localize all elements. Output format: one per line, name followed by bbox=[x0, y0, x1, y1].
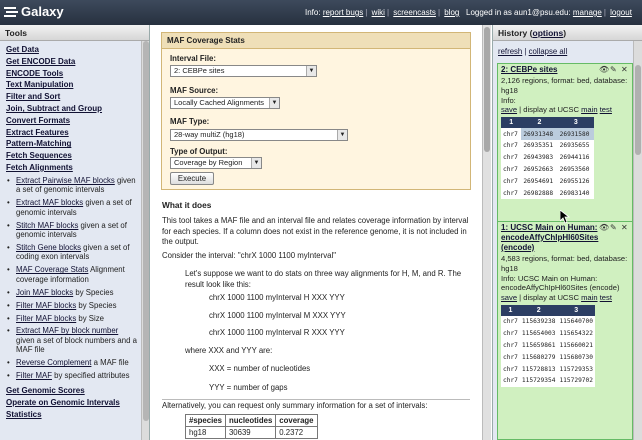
section-encode-tools[interactable]: ENCODE Tools bbox=[6, 68, 64, 78]
peek-cell: 26943983 bbox=[523, 154, 554, 162]
peek-cell: 26952663 bbox=[523, 165, 554, 173]
tool-desc: Alignment coverage information bbox=[16, 265, 125, 284]
eye-icon[interactable]: 👁 bbox=[599, 65, 610, 74]
display-ucsc-text: display at UCSC bbox=[523, 293, 579, 303]
table-cell: 30639 bbox=[225, 427, 275, 439]
tool-form bbox=[161, 32, 471, 190]
peek-cell: 26983140 bbox=[559, 189, 590, 197]
peek-row bbox=[501, 340, 595, 352]
chevron-down-icon: ▼ bbox=[269, 98, 279, 108]
tool-desc: a MAF file bbox=[91, 358, 129, 368]
tool-extract-pairwise-maf bbox=[6, 176, 138, 195]
peek-row bbox=[501, 140, 594, 152]
ucsc-main-link[interactable]: main bbox=[581, 293, 598, 303]
form-title: MAF Coverage Stats bbox=[162, 33, 470, 49]
edit-icon[interactable]: ✎ bbox=[610, 223, 617, 232]
summary-table bbox=[185, 414, 318, 439]
peek-cell: 26955126 bbox=[559, 177, 590, 185]
tool-desc: by specified attributes bbox=[51, 371, 130, 381]
refresh-link[interactable]: refresh bbox=[498, 47, 523, 56]
help-yyy: YYY = number of gaps bbox=[209, 383, 288, 392]
help-xxx: XXX = number of nucleotides bbox=[209, 364, 311, 373]
output-type-select[interactable] bbox=[170, 157, 262, 169]
tools-scrollbar[interactable] bbox=[141, 41, 149, 440]
peek-cell: 26944116 bbox=[559, 154, 590, 162]
peek-row bbox=[501, 363, 595, 375]
logout-link[interactable]: logout bbox=[610, 8, 632, 17]
history-actions: refresh | collapse all bbox=[498, 47, 568, 56]
select-value: 28-way multiZ (hg18) bbox=[174, 130, 245, 139]
peek-cell: 26931580 bbox=[558, 128, 594, 140]
peek-cell: 26931348 bbox=[521, 128, 557, 140]
peek-cell: chr7 bbox=[503, 353, 518, 361]
save-link[interactable]: save bbox=[501, 293, 518, 303]
peek-col: 3 bbox=[557, 305, 595, 316]
section-get-genomic-scores[interactable]: Get Genomic Scores bbox=[6, 386, 85, 396]
peek-cell: 115654322 bbox=[559, 330, 593, 338]
eye-icon[interactable]: 👁 bbox=[599, 223, 610, 232]
tool-desc: by Species bbox=[73, 287, 114, 297]
dataset-peek bbox=[501, 117, 594, 199]
masthead bbox=[0, 0, 642, 25]
table-header: nucleotides bbox=[225, 415, 275, 427]
scrollbar-thumb[interactable] bbox=[143, 41, 149, 421]
manage-link[interactable]: manage bbox=[572, 8, 602, 17]
peek-cell: 115654003 bbox=[521, 330, 556, 338]
select-value: Locally Cached Alignments bbox=[174, 98, 265, 107]
peek-cell: 115729354 bbox=[521, 377, 556, 385]
brand-name: Galaxy bbox=[21, 4, 64, 19]
tool-link[interactable]: Stitch Gene blocks bbox=[16, 242, 82, 252]
edit-icon[interactable]: ✎ bbox=[610, 65, 617, 74]
peek-cell: 115639238 bbox=[521, 318, 556, 326]
peek-col: 2 bbox=[521, 117, 557, 128]
tool-link[interactable]: Filter MAF blocks bbox=[16, 313, 77, 323]
peek-row bbox=[501, 187, 594, 199]
mouse-cursor-icon bbox=[560, 210, 570, 224]
tool-filter-maf bbox=[6, 371, 138, 381]
history-item-meta: 4,583 regions, format: bed, database: hg18 bbox=[501, 254, 628, 273]
tools-panel bbox=[0, 25, 150, 440]
peek-cell: chr7 bbox=[503, 154, 518, 162]
history-item-info: Info: bbox=[501, 95, 516, 105]
tool-link[interactable]: Extract MAF by block number bbox=[16, 326, 119, 336]
section-pattern-matching[interactable]: Pattern-Matching bbox=[6, 139, 72, 149]
help-heading: What it does bbox=[162, 200, 212, 210]
tool-reverse-complement bbox=[6, 358, 138, 368]
peek-row bbox=[501, 152, 594, 164]
select-value: 2: CEBPe sites bbox=[174, 66, 225, 75]
tools-title: Tools bbox=[0, 25, 149, 41]
tool-link[interactable]: Extract Pairwise MAF blocks bbox=[16, 175, 115, 185]
ucsc-test-link[interactable]: test bbox=[599, 293, 612, 303]
peek-row bbox=[501, 175, 594, 187]
tool-maf-coverage-stats bbox=[6, 265, 138, 284]
delete-icon[interactable]: ✕ bbox=[621, 223, 628, 232]
blog-link[interactable]: blog bbox=[444, 8, 460, 17]
main-scrollbar[interactable] bbox=[482, 25, 491, 440]
history-item-icons bbox=[599, 66, 629, 74]
chevron-down-icon: ▼ bbox=[337, 130, 347, 140]
tool-filter-maf-species bbox=[6, 301, 138, 311]
peek-col: 1 bbox=[501, 305, 520, 316]
tool-link[interactable]: Filter MAF blocks bbox=[16, 300, 77, 310]
galaxy-logo[interactable] bbox=[4, 4, 64, 19]
peek-cell: chr7 bbox=[503, 377, 518, 385]
ucsc-main-link[interactable]: main bbox=[581, 105, 598, 115]
history-item-title[interactable]: 1: UCSC Main on Human: encodeAffyChIpHl60Sites (encode) bbox=[501, 223, 599, 252]
peek-col: 1 bbox=[501, 117, 521, 128]
info-links: Info: report bugs | wiki | screencasts | blog bbox=[305, 8, 460, 17]
peek-cell: 26935351 bbox=[523, 142, 554, 150]
peek-cell: chr7 bbox=[503, 142, 518, 150]
galaxy-icon bbox=[4, 6, 18, 18]
history-options-link[interactable]: options bbox=[532, 28, 564, 38]
help-result-m: chrX 1000 1100 myInterval M XXX YYY bbox=[209, 311, 346, 320]
peek-cell: 26954691 bbox=[523, 177, 554, 185]
history-item-icons bbox=[599, 224, 629, 232]
maf-type-select[interactable] bbox=[170, 129, 348, 141]
help-result-h: chrX 1000 1100 myInterval H XXX YYY bbox=[209, 293, 345, 302]
peek-cell: chr7 bbox=[503, 341, 518, 349]
tool-link[interactable]: Stitch MAF blocks bbox=[16, 220, 79, 230]
peek-cell: chr7 bbox=[503, 330, 518, 338]
peek-cell: 115680279 bbox=[521, 353, 556, 361]
section-convert-formats[interactable]: Convert Formats bbox=[6, 115, 71, 125]
peek-cell: 115729353 bbox=[559, 365, 593, 373]
peek-row bbox=[501, 328, 595, 340]
tool-desc: given a set of coding exon intervals bbox=[16, 242, 130, 262]
tool-link[interactable]: MAF Coverage Stats bbox=[16, 265, 89, 275]
table-cell: hg18 bbox=[186, 427, 226, 439]
peek-cell: 26982888 bbox=[523, 189, 554, 197]
peek-header-row bbox=[501, 117, 594, 128]
tool-join-maf-blocks bbox=[6, 288, 138, 298]
tool-desc: given a set of genomic intervals bbox=[16, 220, 127, 240]
help-interval-example: Consider the interval: "chrX 1000 1100 myInterval" bbox=[162, 251, 336, 260]
collapse-all-link[interactable]: collapse all bbox=[528, 47, 568, 56]
section-fetch-sequences[interactable]: Fetch Sequences bbox=[6, 151, 72, 161]
section-fetch-alignments[interactable]: Fetch Alignments bbox=[6, 162, 73, 172]
peek-row bbox=[501, 316, 595, 328]
tool-extract-maf-blocks bbox=[6, 198, 138, 217]
main-panel bbox=[151, 25, 491, 440]
tool-desc: given a set of block numbers and a MAF file bbox=[16, 335, 137, 355]
interval-file-label: Interval File: bbox=[170, 54, 216, 63]
history-item-info: Info: UCSC Main on Human: encodeAffyChIpHl60Sites (encode) bbox=[501, 273, 620, 293]
table-header: #species bbox=[186, 415, 226, 427]
delete-icon[interactable]: ✕ bbox=[621, 65, 628, 74]
peek-col: 2 bbox=[520, 305, 558, 316]
display-ucsc-text: display at UCSC bbox=[523, 105, 579, 115]
peek-row bbox=[501, 351, 595, 363]
help-summary: Alternatively, you can request only summary information for a set of intervals: bbox=[162, 401, 428, 410]
section-get-encode-data[interactable]: Get ENCODE Data bbox=[6, 56, 76, 66]
history-title: History bbox=[498, 28, 528, 38]
peek-cell: 115659861 bbox=[521, 341, 556, 349]
history-scrollbar[interactable] bbox=[633, 41, 642, 440]
section-get-data[interactable]: Get Data bbox=[6, 45, 39, 54]
peek-cell: 26953560 bbox=[559, 165, 590, 173]
execute-button[interactable]: Execute bbox=[170, 172, 214, 185]
history-item-title[interactable]: 2: CEBPe sites bbox=[501, 65, 558, 74]
table-cell: 0.2372 bbox=[276, 427, 317, 439]
scrollbar-thumb[interactable] bbox=[635, 65, 641, 155]
section-filter-and-sort[interactable]: Filter and Sort bbox=[6, 92, 61, 102]
divider bbox=[162, 399, 470, 400]
tool-stitch-maf-blocks bbox=[6, 221, 138, 240]
peek-cell: chr7 bbox=[503, 165, 518, 173]
peek-cell: 115729702 bbox=[559, 377, 593, 385]
section-text-manipulation[interactable]: Text Manipulation bbox=[6, 80, 74, 90]
dataset-peek bbox=[501, 305, 595, 387]
logged-in-text: Logged in as aun1@psu.edu: bbox=[466, 8, 571, 17]
history-item-actions: save | display at UCSC main test bbox=[501, 105, 612, 115]
history-item-1 bbox=[497, 221, 633, 440]
interval-file-select[interactable] bbox=[170, 65, 317, 77]
tool-link[interactable]: Extract MAF blocks bbox=[16, 198, 84, 208]
peek-cell: chr7 bbox=[503, 365, 518, 373]
peek-cell: chr7 bbox=[503, 130, 518, 138]
peek-cell: chr7 bbox=[503, 318, 518, 326]
tool-desc: by Species bbox=[76, 300, 117, 310]
peek-header-row bbox=[501, 305, 595, 316]
peek-cell: chr7 bbox=[503, 177, 518, 185]
peek-cell: 115640700 bbox=[559, 318, 593, 326]
peek-cell: 115660021 bbox=[559, 341, 593, 349]
table-header-row bbox=[186, 415, 318, 427]
help-suppose: Let's suppose we want to do stats on three way alignments for H, M, and R. The result look like this: bbox=[185, 269, 462, 289]
history-panel bbox=[492, 25, 642, 440]
tool-filter-maf-size bbox=[6, 314, 138, 324]
output-type-label: Type of Output: bbox=[170, 147, 228, 156]
tool-desc: by Size bbox=[76, 313, 104, 323]
table-row bbox=[186, 427, 318, 439]
tool-desc: given a set of genomic intervals bbox=[16, 175, 136, 195]
peek-cell: 115680730 bbox=[559, 353, 593, 361]
help-where: where XXX and YYY are: bbox=[185, 346, 273, 355]
peek-cell: 115728813 bbox=[521, 365, 556, 373]
chevron-down-icon: ▼ bbox=[306, 66, 316, 76]
maf-type-label: MAF Type: bbox=[170, 117, 210, 126]
section-statistics[interactable]: Statistics bbox=[6, 409, 42, 419]
tool-link[interactable]: Filter MAF bbox=[16, 371, 52, 381]
wiki-link[interactable]: wiki bbox=[371, 8, 385, 17]
tool-link[interactable]: Join MAF blocks bbox=[16, 287, 74, 297]
select-value: Coverage by Region bbox=[174, 158, 243, 167]
maf-source-label: MAF Source: bbox=[170, 86, 219, 95]
user-info: Logged in as aun1@psu.edu: manage | logout bbox=[466, 8, 632, 17]
section-join-subtract-group[interactable]: Join, Subtract and Group bbox=[6, 103, 103, 113]
tool-stitch-gene-blocks bbox=[6, 243, 138, 262]
report-bugs-link[interactable]: report bugs bbox=[322, 8, 364, 17]
peek-col: 3 bbox=[558, 117, 594, 128]
tools-list bbox=[0, 41, 149, 420]
peek-cell: 26935655 bbox=[559, 142, 590, 150]
history-item-meta: 2,126 regions, format: bed, database: hg18 bbox=[501, 76, 628, 95]
info-label: Info: bbox=[305, 8, 321, 17]
help-result-r: chrX 1000 1100 myInterval R XXX YYY bbox=[209, 328, 345, 337]
section-extract-features[interactable]: Extract Features bbox=[6, 127, 69, 137]
peek-row bbox=[501, 164, 594, 176]
table-header: coverage bbox=[276, 415, 317, 427]
ucsc-test-link[interactable]: test bbox=[599, 105, 612, 115]
tool-desc: given a set of genomic intervals bbox=[16, 198, 132, 217]
peek-row bbox=[501, 375, 595, 387]
history-item-actions: save | display at UCSC main test bbox=[501, 293, 612, 303]
section-operate-genomic-intervals[interactable]: Operate on Genomic Intervals bbox=[6, 397, 120, 407]
tool-extract-maf-block-number bbox=[6, 326, 138, 355]
scrollbar-thumb[interactable] bbox=[484, 27, 490, 152]
save-link[interactable]: save bbox=[501, 105, 518, 115]
screencasts-link[interactable]: screencasts bbox=[393, 8, 436, 17]
chevron-down-icon: ▼ bbox=[251, 158, 261, 168]
help-description: This tool takes a MAF file and an interval file and relates coverage information by interval for each species. If a column does not exist in the reference genome, it is not included in the output. bbox=[162, 216, 469, 247]
maf-source-select[interactable] bbox=[170, 97, 280, 109]
history-header: History (options) bbox=[493, 25, 642, 41]
peek-cell: chr7 bbox=[503, 189, 518, 197]
tool-link[interactable]: Reverse Complement bbox=[16, 358, 92, 368]
peek-row bbox=[501, 128, 594, 140]
